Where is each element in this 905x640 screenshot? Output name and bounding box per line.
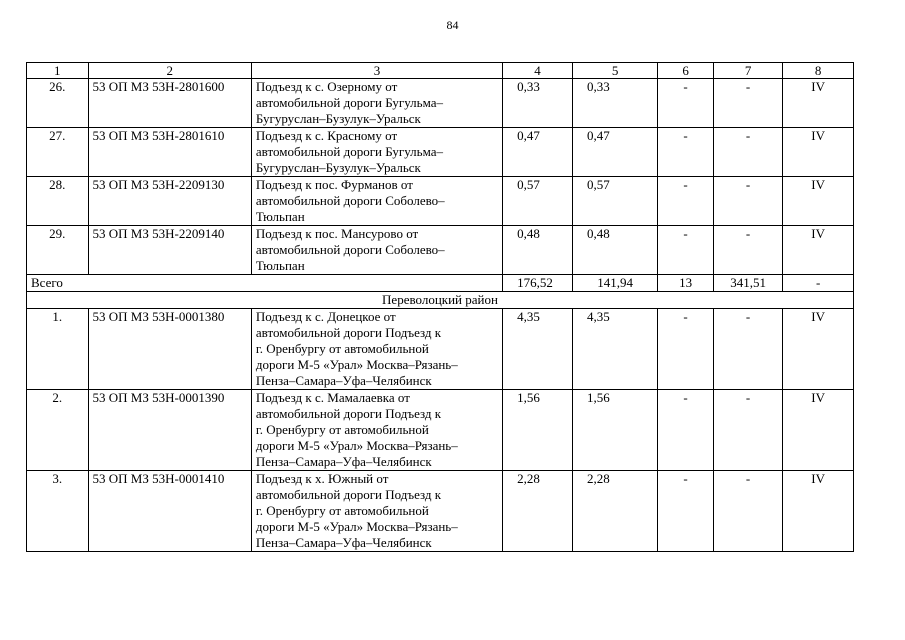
header-col-1: 1 [27,63,89,79]
col-6-value: - [658,128,714,177]
col-5-value: 0,57 [573,177,658,226]
road-code: 53 ОП МЗ 53Н-2209130 [88,177,251,226]
col-8-value: IV [783,79,854,128]
road-name-line: Подъезд к пос. Мансурово от [255,226,419,241]
col-4-value: 0,48 [503,226,573,275]
section-title: Переволоцкий район [27,292,854,309]
row-number: 29. [27,226,89,275]
total-col-4: 176,52 [503,275,573,292]
road-name-line: Бугуруслан–Бузулук–Уральск [255,111,421,126]
col-4-value: 4,35 [503,309,573,390]
header-col-2: 2 [88,63,251,79]
road-name-line: Подъезд к с. Донецкое от [255,309,396,324]
col-8-value: IV [783,177,854,226]
road-name [251,471,502,552]
header-col-8: 8 [783,63,854,79]
road-name [251,226,502,275]
col-7-value: - [713,177,782,226]
total-col-5: 141,94 [573,275,658,292]
row-number: 26. [27,79,89,128]
table-row [27,226,854,275]
road-name [251,177,502,226]
total-col-7: 341,51 [713,275,782,292]
road-name-line: автомобильной дороги Подъезд к [255,406,442,421]
table-header-row [27,63,854,79]
col-6-value: - [658,177,714,226]
total-col-8: - [783,275,854,292]
col-5-value: 0,33 [573,79,658,128]
row-number: 1. [27,309,89,390]
road-name-line: Пенза–Самара–Уфа–Челябинск [255,373,432,388]
col-4-value: 0,33 [503,79,573,128]
total-label: Всего [27,275,503,292]
total-col-6: 13 [658,275,714,292]
col-8-value: IV [783,128,854,177]
col-4-value: 0,57 [503,177,573,226]
road-name-line: г. Оренбургу от автомобильной [255,341,429,356]
road-name-line: Пенза–Самара–Уфа–Челябинск [255,454,432,469]
road-name-line: Бугуруслан–Бузулук–Уральск [255,160,421,175]
col-5-value: 4,35 [573,309,658,390]
table-row [27,471,854,552]
road-name-line: Подъезд к с. Озерному от [255,79,398,94]
header-col-5: 5 [573,63,658,79]
col-5-value: 2,28 [573,471,658,552]
row-number: 28. [27,177,89,226]
road-name-line: Тюльпан [255,258,305,273]
col-7-value: - [713,309,782,390]
road-name-line: дороги М-5 «Урал» Москва–Рязань– [255,519,458,534]
row-number: 27. [27,128,89,177]
road-name-line: автомобильной дороги Бугульма– [255,95,443,110]
col-8-value: IV [783,226,854,275]
col-7-value: - [713,128,782,177]
road-name-line: дороги М-5 «Урал» Москва–Рязань– [255,357,458,372]
road-code: 53 ОП МЗ 53Н-2801600 [88,79,251,128]
road-name-line: автомобильной дороги Бугульма– [255,144,443,159]
road-name-line: г. Оренбургу от автомобильной [255,503,429,518]
col-8-value: IV [783,390,854,471]
col-5-value: 0,48 [573,226,658,275]
col-5-value: 0,47 [573,128,658,177]
road-name [251,128,502,177]
total-row [27,275,854,292]
road-name-line: автомобильной дороги Подъезд к [255,325,442,340]
road-name [251,309,502,390]
col-8-value: IV [783,309,854,390]
page-number: 84 [446,18,459,32]
header-col-6: 6 [658,63,714,79]
road-name-line: Подъезд к пос. Фурманов от [255,177,413,192]
road-name-line: дороги М-5 «Урал» Москва–Рязань– [255,438,458,453]
col-8-value: IV [783,471,854,552]
col-6-value: - [658,471,714,552]
col-6-value: - [658,226,714,275]
col-4-value: 2,28 [503,471,573,552]
row-number: 2. [27,390,89,471]
table-row [27,309,854,390]
road-code: 53 ОП МЗ 53Н-0001390 [88,390,251,471]
row-number: 3. [27,471,89,552]
road-code: 53 ОП МЗ 53Н-0001380 [88,309,251,390]
road-name-line: автомобильной дороги Соболево– [255,242,445,257]
col-6-value: - [658,79,714,128]
road-name-line: Тюльпан [255,209,305,224]
table-row [27,79,854,128]
table-row [27,128,854,177]
road-name [251,79,502,128]
roads-table [26,62,854,552]
road-code: 53 ОП МЗ 53Н-2209140 [88,226,251,275]
col-6-value: - [658,390,714,471]
header-col-7: 7 [713,63,782,79]
col-5-value: 1,56 [573,390,658,471]
section-row [27,292,854,309]
table-row [27,177,854,226]
col-7-value: - [713,390,782,471]
table-row [27,390,854,471]
road-name-line: автомобильной дороги Соболево– [255,193,445,208]
col-4-value: 0,47 [503,128,573,177]
road-code: 53 ОП МЗ 53Н-2801610 [88,128,251,177]
col-7-value: - [713,226,782,275]
road-name-line: Подъезд к с. Красному от [255,128,398,143]
road-code: 53 ОП МЗ 53Н-0001410 [88,471,251,552]
road-name-line: Пенза–Самара–Уфа–Челябинск [255,535,432,550]
col-4-value: 1,56 [503,390,573,471]
road-name-line: автомобильной дороги Подъезд к [255,487,442,502]
col-6-value: - [658,309,714,390]
road-name-line: г. Оренбургу от автомобильной [255,422,429,437]
road-name-line: Подъезд к х. Южный от [255,471,389,486]
header-col-4: 4 [503,63,573,79]
header-col-3: 3 [251,63,502,79]
road-name [251,390,502,471]
road-name-line: Подъезд к с. Мамалаевка от [255,390,410,405]
col-7-value: - [713,79,782,128]
col-7-value: - [713,471,782,552]
